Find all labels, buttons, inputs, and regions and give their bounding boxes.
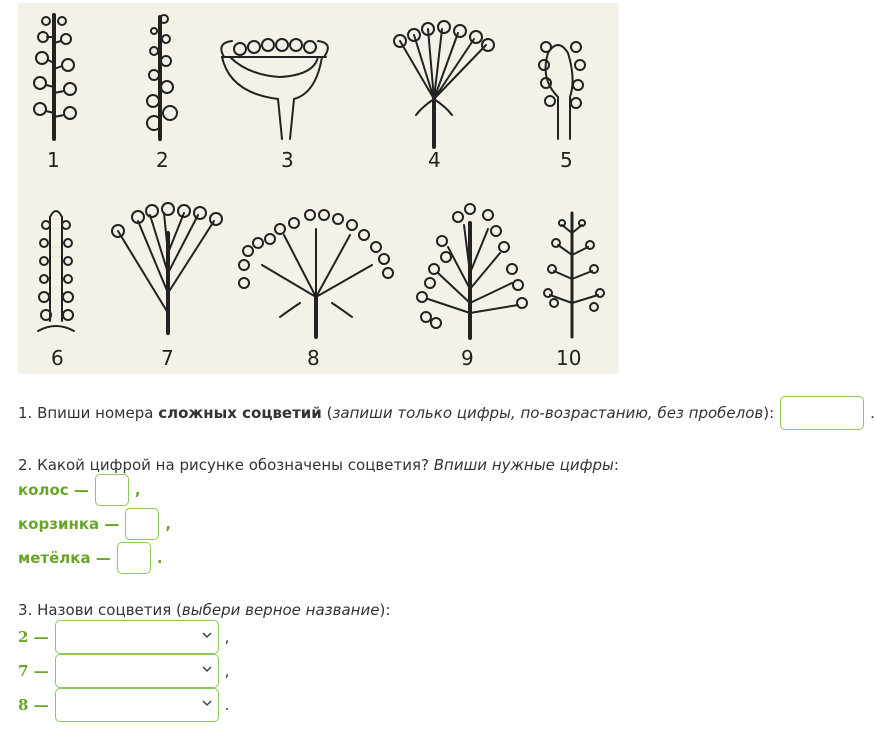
q2-row-panicle <box>18 542 163 574</box>
question-1 <box>18 396 875 430</box>
q3-select-8[interactable] <box>55 688 219 722</box>
q3-close: ): <box>379 601 391 619</box>
inflorescence-1-raceme <box>34 15 76 139</box>
inflorescence-2-spike <box>147 15 177 139</box>
question-3-title <box>18 600 390 620</box>
q3-select-7[interactable] <box>55 654 219 688</box>
q2-punct-panicle: . <box>156 549 163 567</box>
q3-label-8: 8 — <box>18 696 49 714</box>
q1-close: ): <box>763 404 775 422</box>
figure-label-4: 4 <box>428 148 441 172</box>
q1-italic: запиши только цифры, по-возрастанию, без пробелов <box>332 404 764 422</box>
q2-punct-spike: , <box>134 481 141 499</box>
q1-answer-input[interactable] <box>780 396 864 430</box>
q2-prefix: 2. Какой цифрой на рисунке обозначены соцветия? <box>18 456 434 474</box>
inflorescence-figure <box>18 3 619 374</box>
figure-label-1: 1 <box>47 148 60 172</box>
inflorescence-9-panicle <box>417 204 527 338</box>
q1-open: ( <box>321 404 333 422</box>
q3-punct-7: , <box>224 662 230 680</box>
q2-input-panicle[interactable] <box>117 542 151 574</box>
figure-label-10: 10 <box>556 346 582 370</box>
q2-input-basket[interactable] <box>125 508 159 540</box>
figure-label-7: 7 <box>161 346 174 370</box>
figure-label-5: 5 <box>560 148 573 172</box>
q3-label-7: 7 — <box>18 662 49 680</box>
q1-bold: сложных соцветий <box>158 404 322 422</box>
q3-punct-8: . <box>224 696 230 714</box>
q2-punct-basket: , <box>165 515 172 533</box>
figure-label-3: 3 <box>281 148 294 172</box>
q2-italic: Впиши нужные цифры <box>433 456 614 474</box>
q3-select-2[interactable] <box>55 620 219 654</box>
q3-row-8 <box>18 688 229 722</box>
figure-label-2: 2 <box>156 148 169 172</box>
q2-label-basket: корзинка — <box>18 515 120 533</box>
q2-row-spike <box>18 474 141 506</box>
chevron-down-icon <box>202 630 212 640</box>
figure-label-6: 6 <box>51 346 64 370</box>
q2-row-basket <box>18 508 171 540</box>
inflorescence-4-umbel <box>394 21 494 147</box>
q3-punct-2: , <box>224 628 230 646</box>
q3-label-2: 2 — <box>18 628 49 646</box>
inflorescence-6-spadix <box>38 211 74 331</box>
figure-label-9: 9 <box>461 346 474 370</box>
question-2-title <box>18 455 619 475</box>
inflorescence-7-corymb <box>112 203 222 333</box>
inflorescence-3-basket <box>221 39 328 139</box>
chevron-down-icon <box>202 664 212 674</box>
q1-end: . <box>870 404 875 422</box>
q2-label-panicle: метёлка — <box>18 549 111 567</box>
q3-prefix: 3. Назови соцветия ( <box>18 601 182 619</box>
q3-row-7 <box>18 654 229 688</box>
q1-prefix: 1. Впиши номера <box>18 404 159 422</box>
inflorescence-10-compound-raceme <box>544 213 604 337</box>
figure-label-8: 8 <box>307 346 320 370</box>
q3-italic: выбери верное название <box>181 601 380 619</box>
inflorescence-5-head <box>539 42 585 139</box>
chevron-down-icon <box>202 698 212 708</box>
q3-row-2 <box>18 620 229 654</box>
inflorescence-drawing <box>18 3 619 374</box>
q2-colon: : <box>613 456 619 474</box>
inflorescence-8-compound-umbel <box>239 210 393 337</box>
q2-input-spike[interactable] <box>95 474 129 506</box>
q2-label-spike: колос — <box>18 481 89 499</box>
